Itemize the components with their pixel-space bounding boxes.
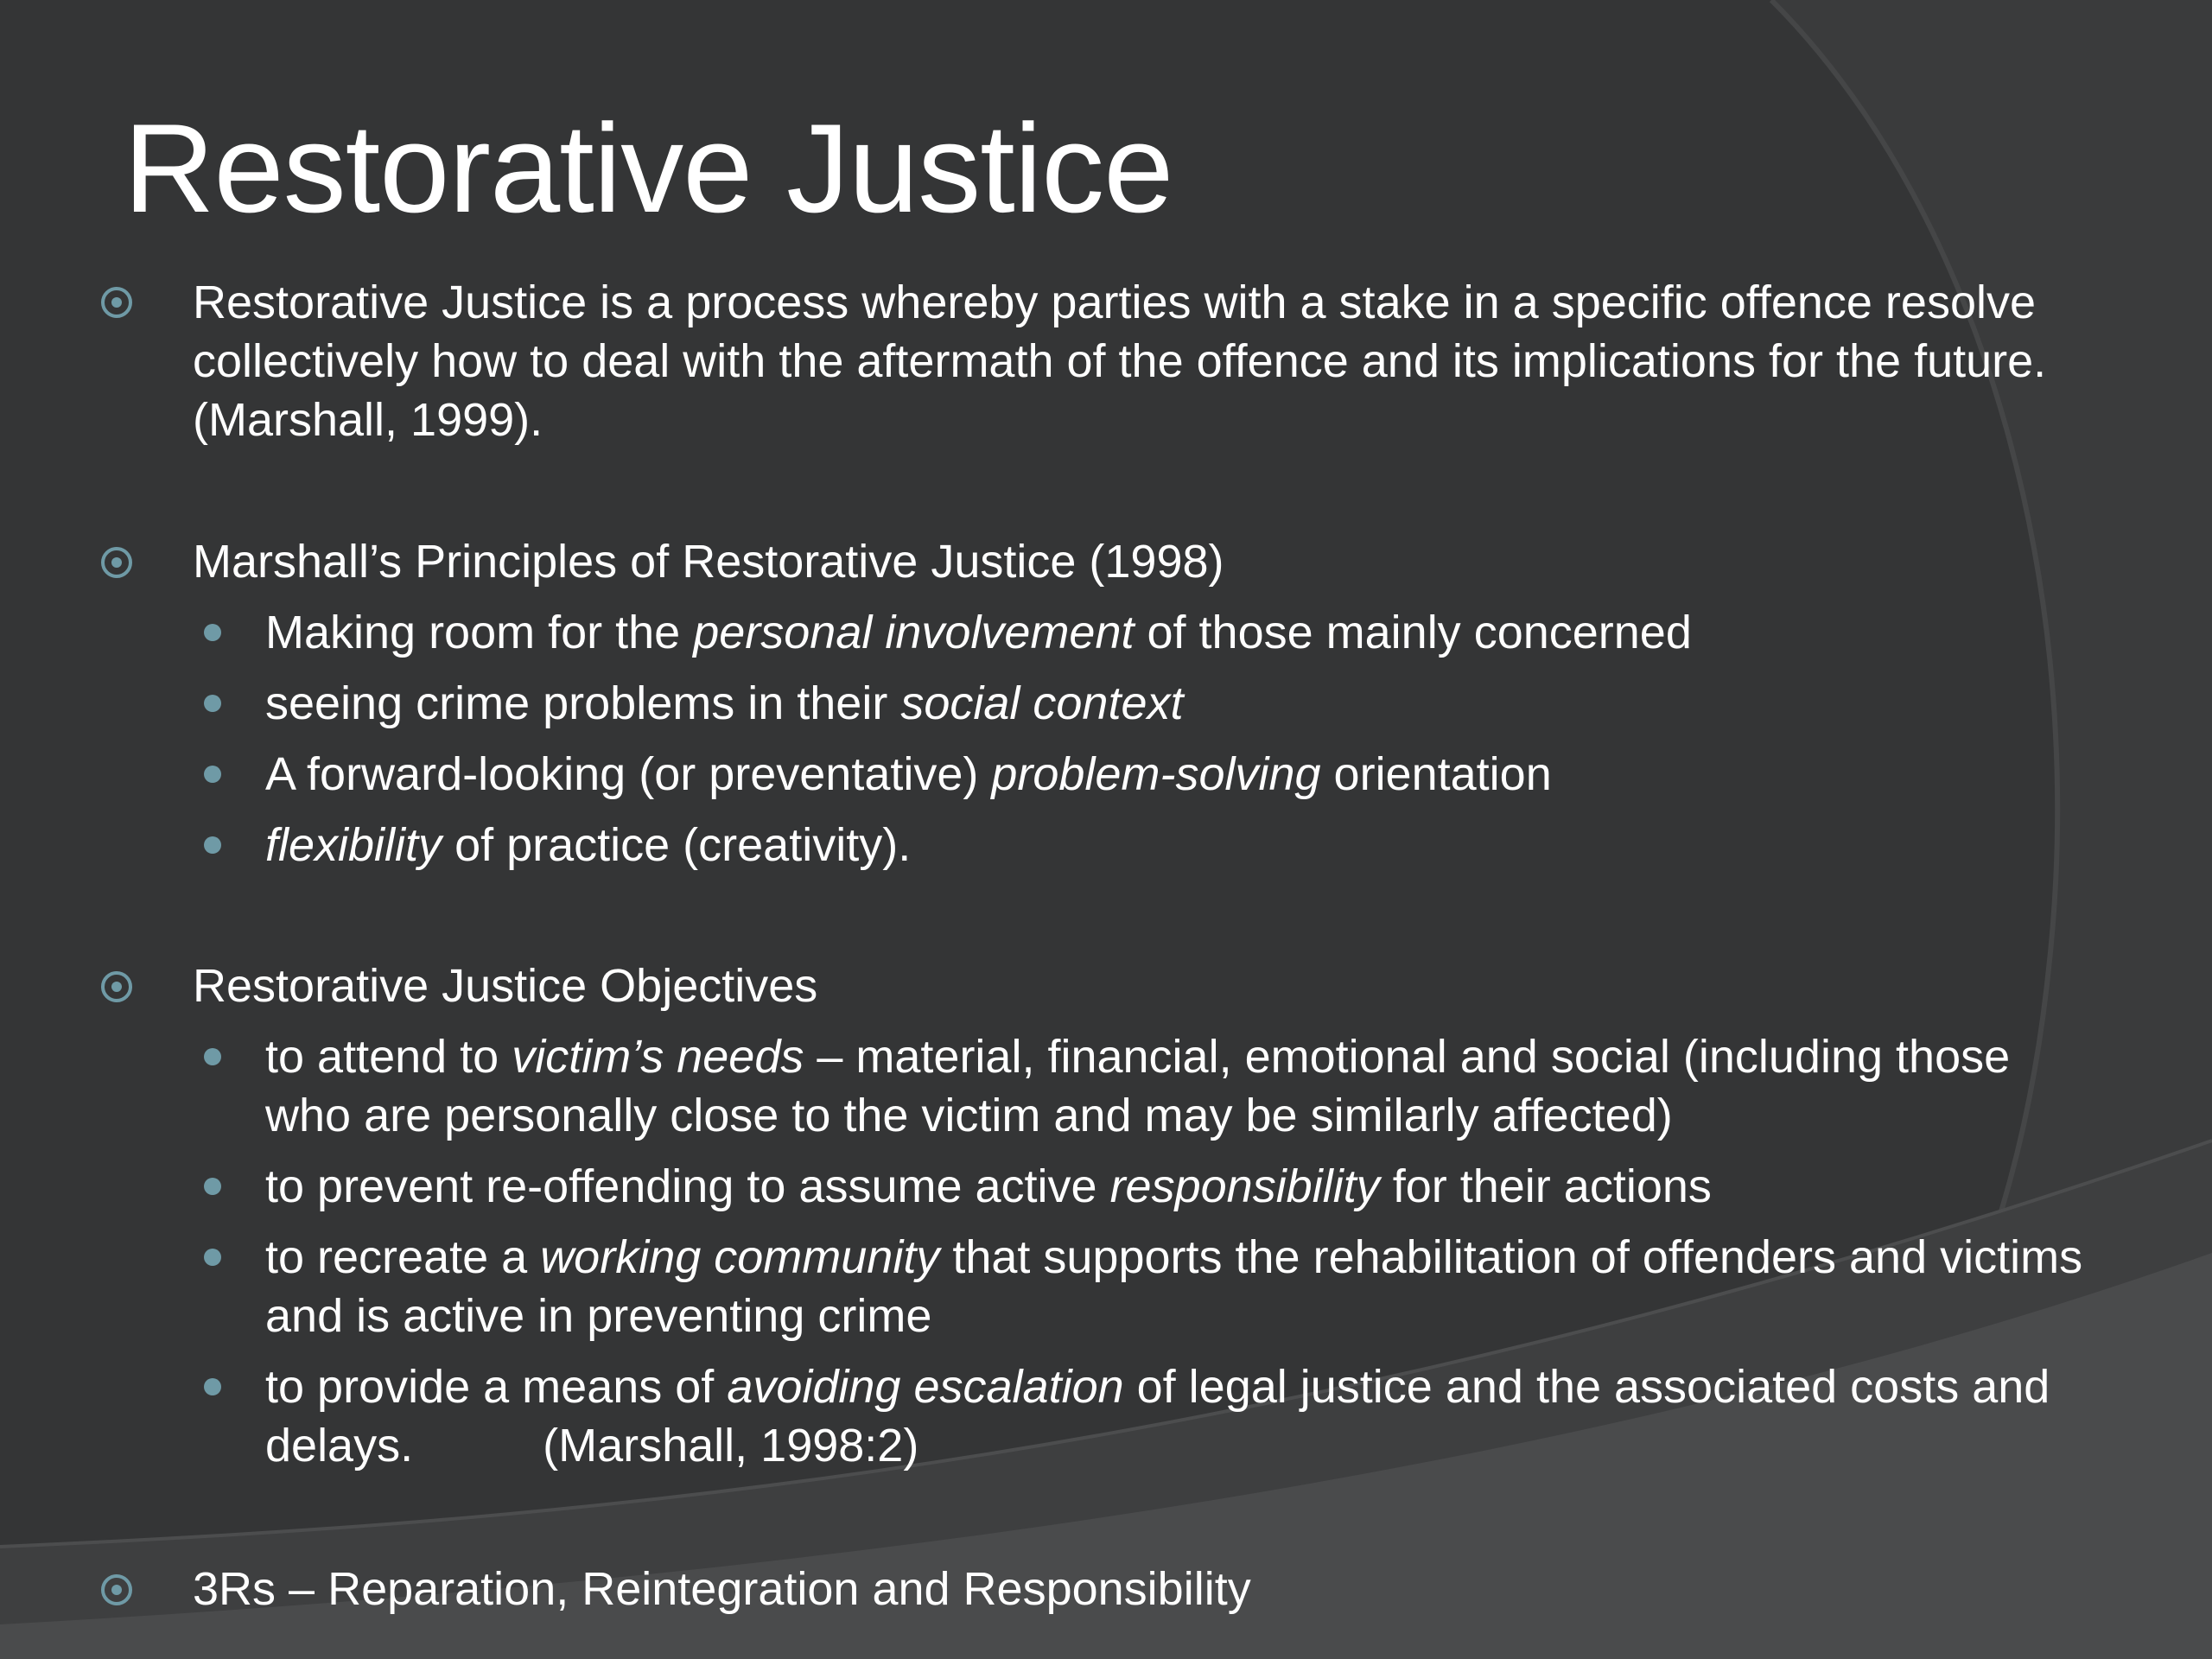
- text-run: delays. (Marshall, 1998:2): [265, 1420, 919, 1471]
- principle-text: [265, 674, 2192, 733]
- emphasis: victim’s needs: [512, 1031, 804, 1083]
- emphasis: social context: [900, 677, 1184, 729]
- text-run: to provide a means of: [265, 1361, 728, 1413]
- dot-bullet-icon: [204, 1249, 221, 1266]
- target-bullet-icon: [101, 287, 132, 318]
- definition-line: collectively how to deal with the aftermath of the offence and its implications for the future.: [193, 335, 2047, 387]
- principle-text: [265, 745, 2192, 804]
- emphasis: personal involvement: [693, 607, 1135, 658]
- text-run: A forward-looking (or preventative): [265, 748, 992, 800]
- principles-heading: Marshall’s Principles of Restorative Justice (1998): [193, 536, 1224, 588]
- text-run: to recreate a: [265, 1231, 541, 1283]
- dot-bullet-icon: [204, 624, 221, 641]
- target-bullet-icon: [101, 971, 132, 1002]
- slide-title: Restorative Justice: [124, 98, 1173, 238]
- emphasis: working community: [540, 1231, 940, 1283]
- objective-text: [265, 1228, 2192, 1345]
- text-run: of legal justice and the associated costs and: [1123, 1361, 2050, 1413]
- dot-bullet-icon: [204, 695, 221, 712]
- objectives-heading: Restorative Justice Objectives: [193, 960, 818, 1012]
- objective-text: [265, 1027, 2192, 1145]
- principle-text: [265, 603, 2192, 662]
- definition-text: [193, 273, 2180, 449]
- emphasis: problem-solving: [991, 748, 1321, 800]
- definition-line: Restorative Justice is a process whereby parties with a stake in a specific offence resolve: [193, 276, 2036, 328]
- text-run: who are personally close to the victim and may be similarly affected): [265, 1090, 1673, 1141]
- dot-bullet-icon: [204, 836, 221, 854]
- dot-bullet-icon: [204, 1048, 221, 1065]
- dot-bullet-icon: [204, 766, 221, 783]
- objective-text: [265, 1157, 2192, 1216]
- text-run: and is active in preventing crime: [265, 1290, 932, 1342]
- target-bullet-icon: [101, 547, 132, 578]
- text-run: of those mainly concerned: [1134, 607, 1692, 658]
- emphasis: responsibility: [1109, 1160, 1380, 1212]
- principle-text: [265, 816, 2192, 874]
- dot-bullet-icon: [204, 1178, 221, 1195]
- text-run: Making room for the: [265, 607, 694, 658]
- dot-bullet-icon: [204, 1378, 221, 1395]
- text-run: to attend to: [265, 1031, 512, 1083]
- emphasis: avoiding escalation: [727, 1361, 1124, 1413]
- objective-text: [265, 1357, 2192, 1475]
- text-run: – material, financial, emotional and social (including those: [804, 1031, 2011, 1083]
- definition-line: (Marshall, 1999).: [193, 394, 543, 446]
- text-run: of practice (creativity).: [442, 819, 912, 871]
- text-run: to prevent re-offending to assume active: [265, 1160, 1110, 1212]
- three-rs-text: 3Rs – Reparation, Reintegration and Responsibility: [193, 1563, 1251, 1615]
- target-bullet-icon: [101, 1574, 132, 1605]
- text-run: for their actions: [1379, 1160, 1712, 1212]
- text-run: orientation: [1320, 748, 1552, 800]
- text-run: seeing crime problems in their: [265, 677, 901, 729]
- emphasis: flexibility: [265, 819, 442, 871]
- text-run: that supports the rehabilitation of offenders and victims: [939, 1231, 2083, 1283]
